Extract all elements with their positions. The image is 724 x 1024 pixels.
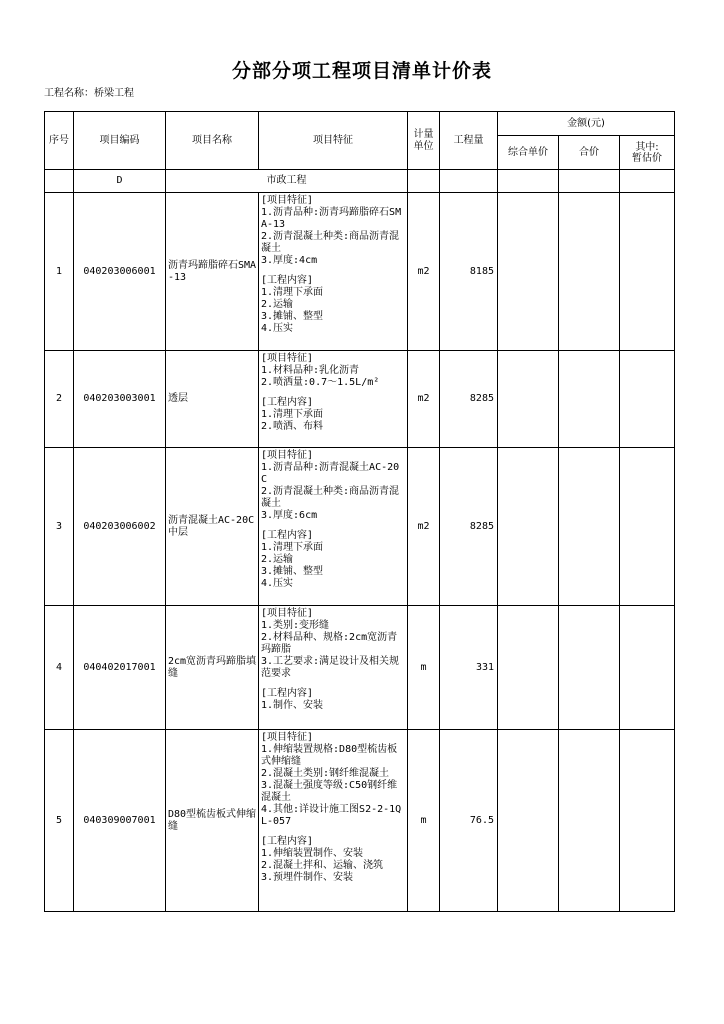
row-seq: 1 xyxy=(45,193,74,351)
row-name: 透层 xyxy=(166,351,259,448)
header-feature: 项目特征 xyxy=(259,112,408,170)
feature-line: 1.清理下承面 xyxy=(261,542,324,553)
row-quantity: 8185 xyxy=(440,193,498,351)
feature-line: 1.材料品种:乳化沥青 xyxy=(261,365,360,376)
feature-line: 2.沥青混凝土种类:商品沥青混凝土 xyxy=(261,231,400,254)
table-row xyxy=(45,448,675,606)
feature-line: [工程内容] xyxy=(261,530,314,541)
row-quantity: 331 xyxy=(440,606,498,730)
section-total xyxy=(559,170,620,193)
header-amount: 金额(元) xyxy=(498,112,675,136)
row-total xyxy=(559,730,620,912)
header-provisional xyxy=(620,136,675,170)
feature-line: 2.材料品种、规格:2cm宽沥青玛蹄脂 xyxy=(261,632,398,655)
row-unit: m2 xyxy=(408,193,440,351)
row-seq: 5 xyxy=(45,730,74,912)
row-unit: m2 xyxy=(408,448,440,606)
row-quantity: 8285 xyxy=(440,448,498,606)
feature-line: [工程内容] xyxy=(261,397,314,408)
feature-line: 2.运输 xyxy=(261,299,294,310)
row-unit: m xyxy=(408,730,440,912)
feature-line: 2.混凝土拌和、运输、浇筑 xyxy=(261,860,384,871)
row-code: 040402017001 xyxy=(74,606,166,730)
row-unit: m2 xyxy=(408,351,440,448)
feature-line: 2.沥青混凝土种类:商品沥青混凝土 xyxy=(261,486,400,509)
row-unit-price xyxy=(498,193,559,351)
feature-line: 2.喷洒量:0.7～1.5L/m² xyxy=(261,377,380,388)
row-features xyxy=(259,351,408,448)
feature-line: 1.沥青品种:沥青混凝土AC-20C xyxy=(261,462,400,485)
feature-line xyxy=(261,522,405,530)
row-provisional xyxy=(620,730,675,912)
table-row xyxy=(45,193,675,351)
row-total xyxy=(559,351,620,448)
feature-line: 4.压实 xyxy=(261,323,294,334)
row-code: 040203006002 xyxy=(74,448,166,606)
feature-line xyxy=(261,389,405,397)
feature-line: [工程内容] xyxy=(261,688,314,699)
project-name: 工程名称：桥梁工程 xyxy=(44,88,134,99)
row-quantity: 8285 xyxy=(440,351,498,448)
feature-line: 2.喷洒、布料 xyxy=(261,421,324,432)
table-row xyxy=(45,351,675,448)
row-features xyxy=(259,448,408,606)
row-total xyxy=(559,448,620,606)
feature-line: 4.压实 xyxy=(261,578,294,589)
header-code: 项目编码 xyxy=(74,112,166,170)
feature-line: [项目特征] xyxy=(261,450,314,461)
header-total: 合价 xyxy=(559,136,620,170)
feature-line: 3.预埋件制作、安装 xyxy=(261,872,354,883)
feature-line xyxy=(261,680,405,688)
row-code: 040203003001 xyxy=(74,351,166,448)
feature-line: [工程内容] xyxy=(261,275,314,286)
row-features xyxy=(259,606,408,730)
table-row xyxy=(45,606,675,730)
feature-line: [项目特征] xyxy=(261,732,314,743)
feature-line: [项目特征] xyxy=(261,353,314,364)
row-total xyxy=(559,606,620,730)
header-unit-price: 综合单价 xyxy=(498,136,559,170)
feature-line: 4.其他:详设计施工图S2-2-1QL-057 xyxy=(261,804,402,827)
header-name: 项目名称 xyxy=(166,112,259,170)
header-seq: 序号 xyxy=(45,112,74,170)
feature-line: 1.清理下承面 xyxy=(261,287,324,298)
section-name: 市政工程 xyxy=(166,170,408,193)
row-unit-price xyxy=(498,351,559,448)
row-name: 沥青混凝土AC-20C中层 xyxy=(166,448,259,606)
row-provisional xyxy=(620,193,675,351)
feature-line: 3.厚度:6cm xyxy=(261,510,318,521)
feature-line: 2.运输 xyxy=(261,554,294,565)
row-unit-price xyxy=(498,730,559,912)
table-row xyxy=(45,730,675,912)
feature-line: [项目特征] xyxy=(261,608,314,619)
page-title: 分部分项工程项目清单计价表 xyxy=(231,60,492,82)
row-name: 沥青玛蹄脂碎石SMA-13 xyxy=(166,193,259,351)
row-provisional xyxy=(620,448,675,606)
row-provisional xyxy=(620,606,675,730)
row-quantity: 76.5 xyxy=(440,730,498,912)
section-unit xyxy=(408,170,440,193)
header-unit: 计量单位 xyxy=(408,112,440,170)
header-provisional-line1: 其中: xyxy=(635,141,659,153)
row-seq: 3 xyxy=(45,448,74,606)
row-features xyxy=(259,193,408,351)
feature-line: 3.摊铺、整型 xyxy=(261,566,324,577)
row-code: 040309007001 xyxy=(74,730,166,912)
row-unit: m xyxy=(408,606,440,730)
feature-line xyxy=(261,828,405,836)
header-provisional-line2: 暂估价 xyxy=(632,152,662,164)
row-unit-price xyxy=(498,606,559,730)
feature-line: 2.混凝土类别:钢纤维混凝土 xyxy=(261,768,390,779)
section-unit-price xyxy=(498,170,559,193)
row-total xyxy=(559,193,620,351)
feature-line: 3.混凝土强度等级:C50钢纤维混凝土 xyxy=(261,780,398,803)
feature-line: 1.制作、安装 xyxy=(261,700,324,711)
row-provisional xyxy=(620,351,675,448)
feature-line: [工程内容] xyxy=(261,836,314,847)
row-code: 040203006001 xyxy=(74,193,166,351)
row-name: D80型梳齿板式伸缩缝 xyxy=(166,730,259,912)
section-code: D xyxy=(74,170,166,193)
section-seq xyxy=(45,170,74,193)
feature-line: [项目特征] xyxy=(261,195,314,206)
row-seq: 4 xyxy=(45,606,74,730)
feature-line: 1.伸缩装置规格:D80型梳齿板式伸缩缝 xyxy=(261,744,398,767)
header-quantity: 工程量 xyxy=(440,112,498,170)
section-provisional xyxy=(620,170,675,193)
row-seq: 2 xyxy=(45,351,74,448)
feature-line: 1.类别:变形缝 xyxy=(261,620,330,631)
feature-line xyxy=(261,267,405,275)
feature-line: 3.摊铺、整型 xyxy=(261,311,324,322)
feature-line: 3.厚度:4cm xyxy=(261,255,318,266)
section-quantity xyxy=(440,170,498,193)
row-unit-price xyxy=(498,448,559,606)
feature-line: 1.沥青品种:沥青玛蹄脂碎石SMA-13 xyxy=(261,207,402,230)
feature-line: 1.伸缩装置制作、安装 xyxy=(261,848,364,859)
row-name: 2cm宽沥青玛蹄脂填缝 xyxy=(166,606,259,730)
row-features xyxy=(259,730,408,912)
feature-line: 3.工艺要求:满足设计及相关规范要求 xyxy=(261,656,400,679)
pricing-table xyxy=(44,111,675,912)
feature-line: 1.清理下承面 xyxy=(261,409,324,420)
